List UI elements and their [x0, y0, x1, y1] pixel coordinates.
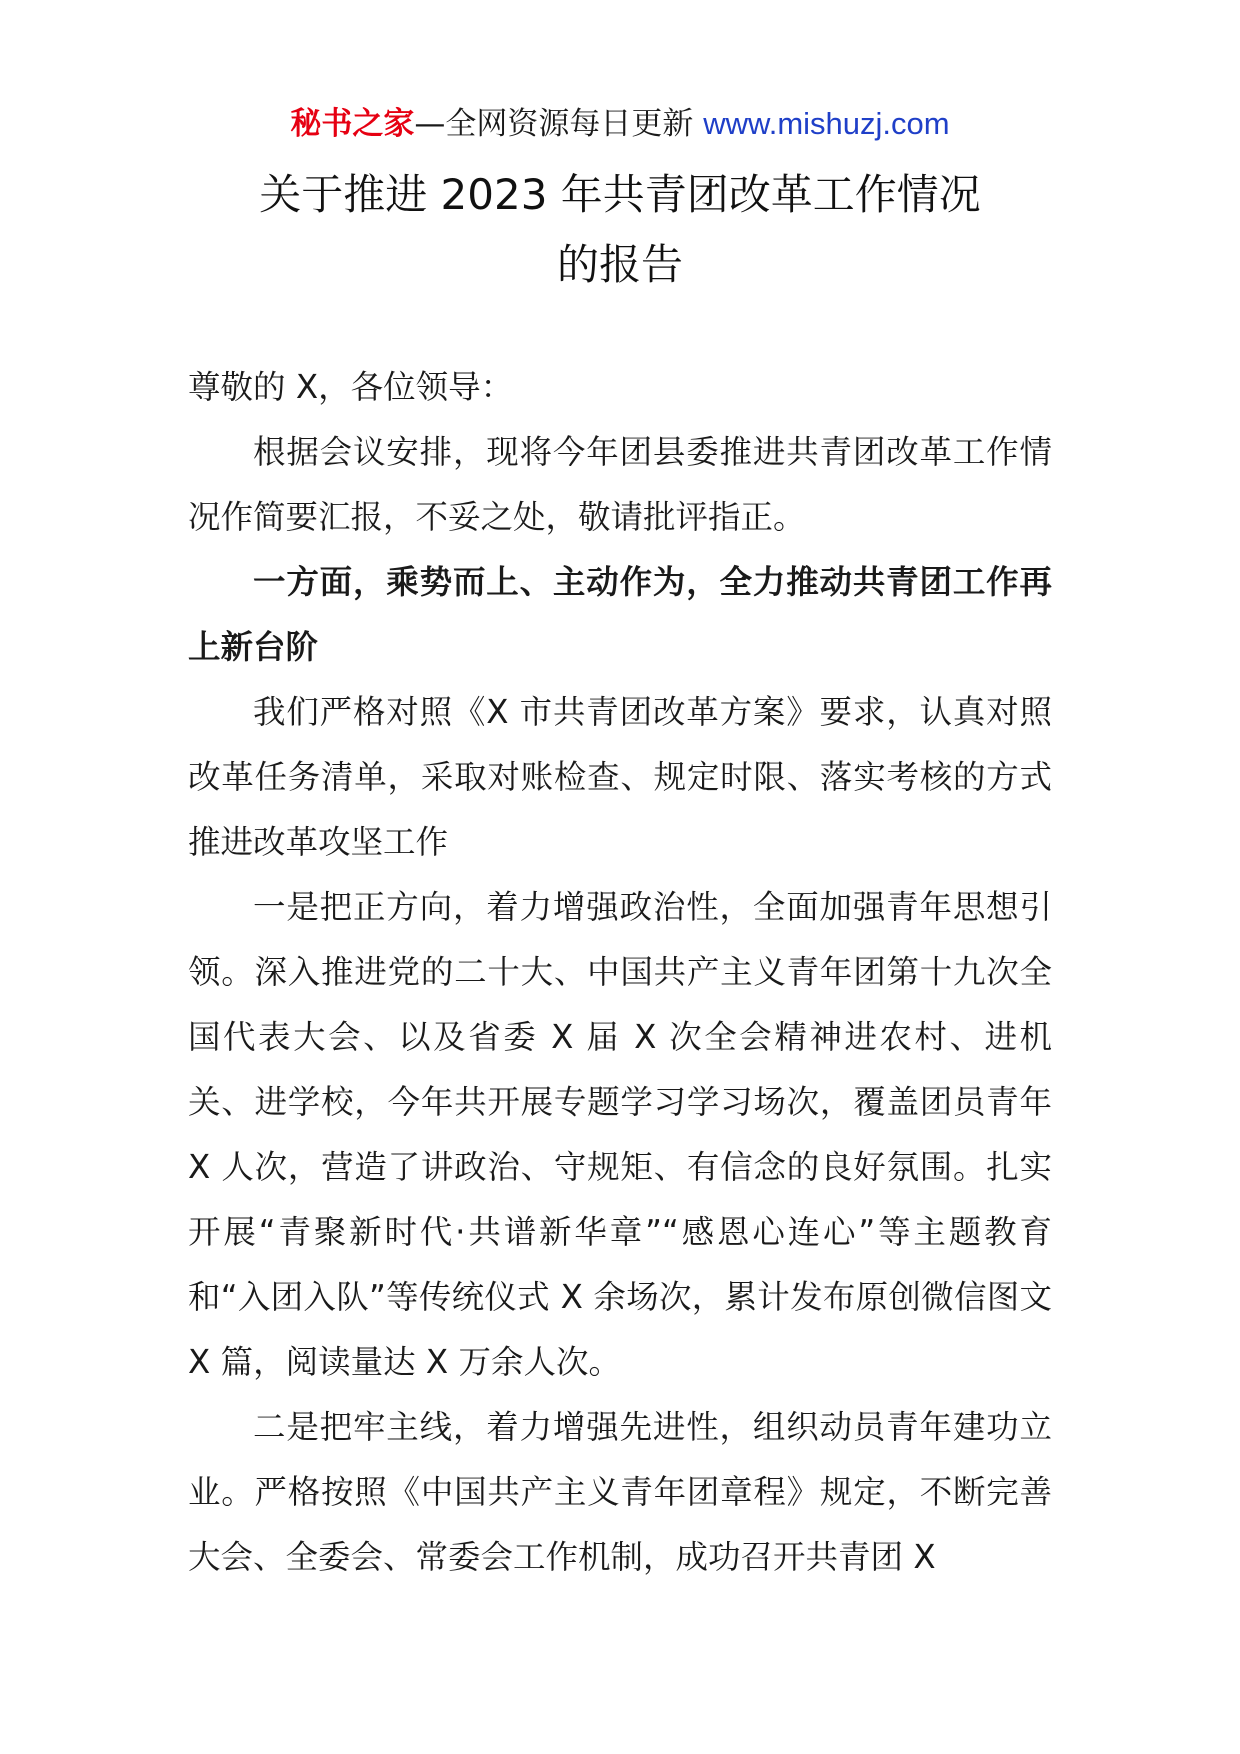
document-title: [0, 160, 1240, 300]
title-line-2: 的报告: [556, 240, 683, 289]
brand-name: 秘书之家: [290, 106, 415, 142]
header-tagline: —全网资源每日更新: [414, 106, 704, 142]
intro-paragraph: 根据会议安排，现将今年团县委推进共青团改革工作情况作简要汇报，不妥之处，敬请批评指正。: [188, 433, 1052, 536]
section-heading-1: 一方面，乘势而上、主动作为，全力推动共青团工作再上新台阶: [188, 563, 1052, 666]
site-url-link[interactable]: www.mishuzj.com: [703, 106, 950, 141]
salutation: 尊敬的 X，各位领导：: [188, 368, 514, 406]
paragraph-3: 二是把牢主线，着力增强先进性，组织动员青年建功立业。严格按照《中国共产主义青年团章程》规定，不断完善大会、全委会、常委会工作机制，成功召开共青团 X: [188, 1408, 1052, 1576]
title-line-1: 关于推进 2023 年共青团改革工作情况: [259, 170, 981, 219]
document-body: [188, 355, 1052, 1590]
paragraph-1: 我们严格对照《X 市共青团改革方案》要求，认真对照改革任务清单，采取对账检查、规定时限、落实考核的方式推进改革攻坚工作: [188, 693, 1052, 861]
site-header: [0, 100, 1240, 148]
paragraph-2: 一是把正方向，着力增强政治性，全面加强青年思想引领。深入推进党的二十大、中国共产主义青年团第十九次全国代表大会、以及省委 X 届 X 次全会精神进农村、进机关、进学校，今年共开展专题学习学习场次，覆盖团员青年 X 人次，营造了讲政治、守规矩、有信念的良好氛围。扎实开展“青聚新时代·共谱新华章”“感恩心连心”等主题教育和“入团入队”等传统仪式 X 余场次，累计发布原创微信图文 X 篇，阅读量达 X 万余人次。: [188, 888, 1052, 1381]
